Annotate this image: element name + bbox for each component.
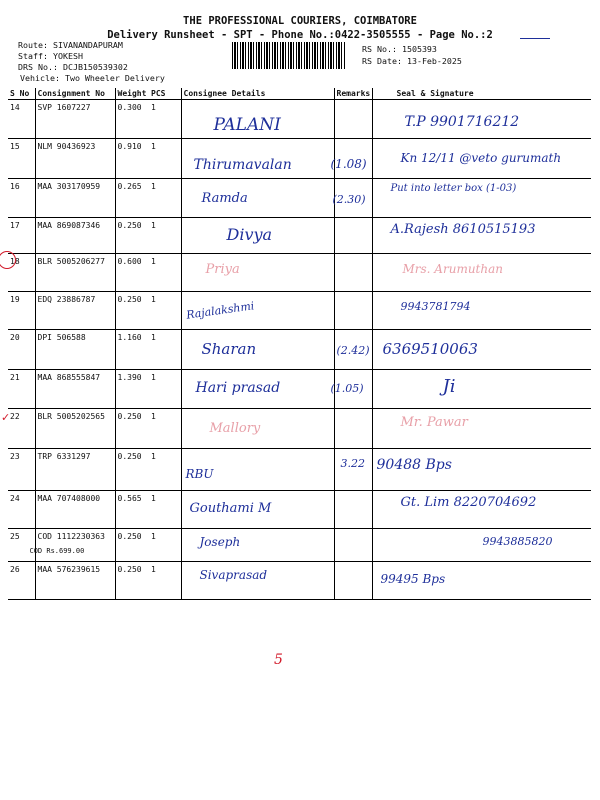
tick-mark-icon: ✓	[1, 411, 11, 424]
signature: Mrs. Arumuthan	[402, 262, 503, 276]
rs-number: RS No.: 1505393	[362, 44, 437, 54]
cod-amount: COD Rs.699.00	[29, 547, 85, 555]
pcs: 1	[149, 330, 181, 370]
signature: 9943781794	[400, 300, 471, 313]
consignee-handwriting: Ramda	[201, 191, 248, 206]
table-row	[8, 370, 591, 409]
consignment-no: BLR 5005202565	[35, 409, 115, 449]
consignee-handwriting: Thirumavalan	[193, 157, 292, 173]
signature: 90488 Bps	[376, 457, 452, 473]
consignee-handwriting: Gouthami M	[189, 501, 272, 516]
col-pcs: PCS	[149, 88, 181, 100]
sno: 17	[8, 218, 35, 254]
pcs: 1	[149, 409, 181, 449]
sno-cell	[1, 409, 35, 449]
weight: 0.265	[115, 179, 149, 218]
signature: 99495 Bps	[380, 572, 446, 586]
consignment-cell	[29, 529, 115, 562]
table-header	[8, 88, 591, 100]
consignee-handwriting: Hari prasad	[195, 380, 281, 396]
pcs: 1	[149, 254, 181, 292]
signature: A.Rajesh 8610515193	[390, 222, 536, 237]
pcs: 1	[149, 100, 181, 139]
consignee-handwriting: Sivaprasad	[199, 568, 268, 582]
sno: 25	[8, 529, 35, 562]
signature: Kn 12/11 @veto gurumath	[400, 151, 562, 165]
table-row	[8, 292, 591, 330]
weight: 0.910	[115, 139, 149, 179]
drs-number: DRS No.: DCJB150539302	[18, 62, 128, 72]
pcs: 1	[149, 562, 181, 600]
staff: Staff: YOKESH	[18, 51, 83, 61]
sno-cell	[8, 254, 35, 292]
rs-date: RS Date: 13-Feb-2025	[362, 56, 462, 66]
weight: 0.250	[115, 562, 149, 600]
table-row	[8, 254, 591, 292]
runsheet-subtitle: Delivery Runsheet - SPT - Phone No.:0422-3505555 - Page No.:2	[107, 29, 493, 41]
pcs: 1	[149, 529, 181, 562]
consignment-no: BLR 5005206277	[35, 254, 115, 292]
signature: 9943885820	[482, 535, 553, 548]
consignee-handwriting: PALANI	[213, 115, 281, 135]
pcs: 1	[149, 449, 181, 491]
vehicle: Vehicle: Two Wheeler Delivery	[20, 73, 165, 83]
pcs: 1	[149, 370, 181, 409]
sno: 23	[8, 449, 35, 491]
table-row	[8, 529, 591, 562]
signature: 6369510063	[382, 340, 478, 358]
table-row	[8, 562, 591, 600]
consignee-handwriting: Rajalakshmi	[184, 299, 255, 322]
consignee-handwriting: Mallory	[209, 421, 261, 436]
company-title: THE PROFESSIONAL COURIERS, COIMBATORE	[183, 15, 417, 27]
consignment-no: MAA 576239615	[35, 562, 115, 600]
remarks-handwriting: (1.05)	[330, 382, 364, 395]
sno: 19	[8, 292, 35, 330]
runsheet-table	[1, 88, 591, 600]
signature: T.P 9901716212	[404, 114, 520, 130]
table-row	[8, 330, 591, 370]
consignment-no: COD 1112230363	[37, 532, 105, 541]
remarks-handwriting: (2.30)	[332, 193, 366, 206]
circle-mark-icon	[0, 251, 16, 269]
col-consignee: Consignee Details	[181, 88, 334, 100]
pcs: 1	[149, 179, 181, 218]
sno: 22	[10, 412, 20, 421]
table-row	[8, 449, 591, 491]
consignee-handwriting: Divya	[226, 225, 273, 244]
footer-mark: 5	[274, 652, 283, 668]
signature: Gt. Lim 8220704692	[400, 495, 537, 510]
weight: 1.160	[115, 330, 149, 370]
sno: 24	[8, 491, 35, 529]
sno: 16	[8, 179, 35, 218]
weight: 0.600	[115, 254, 149, 292]
col-weight: Weight	[115, 88, 149, 100]
pcs: 1	[149, 218, 181, 254]
table-row	[8, 100, 591, 139]
sno: 20	[8, 330, 35, 370]
remarks-handwriting: (2.42)	[336, 344, 370, 357]
weight: 0.565	[115, 491, 149, 529]
weight: 1.390	[115, 370, 149, 409]
col-seal: Seal & Signature	[372, 88, 591, 100]
sno: 15	[8, 139, 35, 179]
consignee-handwriting: Sharan	[201, 340, 257, 358]
consignment-no: SVP 1607227	[35, 100, 115, 139]
weight: 0.250	[115, 292, 149, 330]
table-row	[8, 139, 591, 179]
remarks-handwriting: (1.08)	[330, 157, 367, 171]
sno: 18	[10, 257, 20, 266]
weight: 0.250	[115, 529, 149, 562]
weight: 0.250	[115, 218, 149, 254]
consignment-no: DPI 506588	[35, 330, 115, 370]
consignment-no: EDQ 23886787	[35, 292, 115, 330]
col-sno: S No	[8, 88, 35, 100]
sno: 14	[8, 100, 35, 139]
pcs: 1	[149, 139, 181, 179]
signature: Mr. Pawar	[400, 415, 468, 430]
sno: 21	[8, 370, 35, 409]
signature: Ji	[442, 376, 456, 397]
consignee-handwriting: Priya	[205, 262, 240, 277]
barcode	[232, 42, 345, 69]
table-row	[8, 491, 591, 529]
consignment-no: NLM 90436923	[35, 139, 115, 179]
consignee-handwriting: RBU	[185, 467, 214, 481]
route: Route: SIVANANDAPURAM	[18, 40, 123, 50]
weight: 0.300	[115, 100, 149, 139]
consignment-no: MAA 868555847	[35, 370, 115, 409]
table-row	[8, 179, 591, 218]
col-consignment: Consignment No	[35, 88, 115, 100]
table-row	[8, 409, 591, 449]
weight: 0.250	[115, 449, 149, 491]
consignment-no: MAA 707408000	[35, 491, 115, 529]
pcs: 1	[149, 292, 181, 330]
consignment-no: MAA 303170959	[35, 179, 115, 218]
remarks-handwriting: 3.22	[340, 457, 365, 470]
pcs: 1	[149, 491, 181, 529]
underline-stroke	[520, 38, 550, 39]
consignment-no: TRP 6331297	[35, 449, 115, 491]
table-row	[8, 218, 591, 254]
consignment-no: MAA 869087346	[35, 218, 115, 254]
col-remarks: Remarks	[334, 88, 372, 100]
weight: 0.250	[115, 409, 149, 449]
consignee-handwriting: Joseph	[199, 535, 241, 549]
signature: Put into letter box (1-03)	[390, 183, 517, 194]
sno: 26	[8, 562, 35, 600]
